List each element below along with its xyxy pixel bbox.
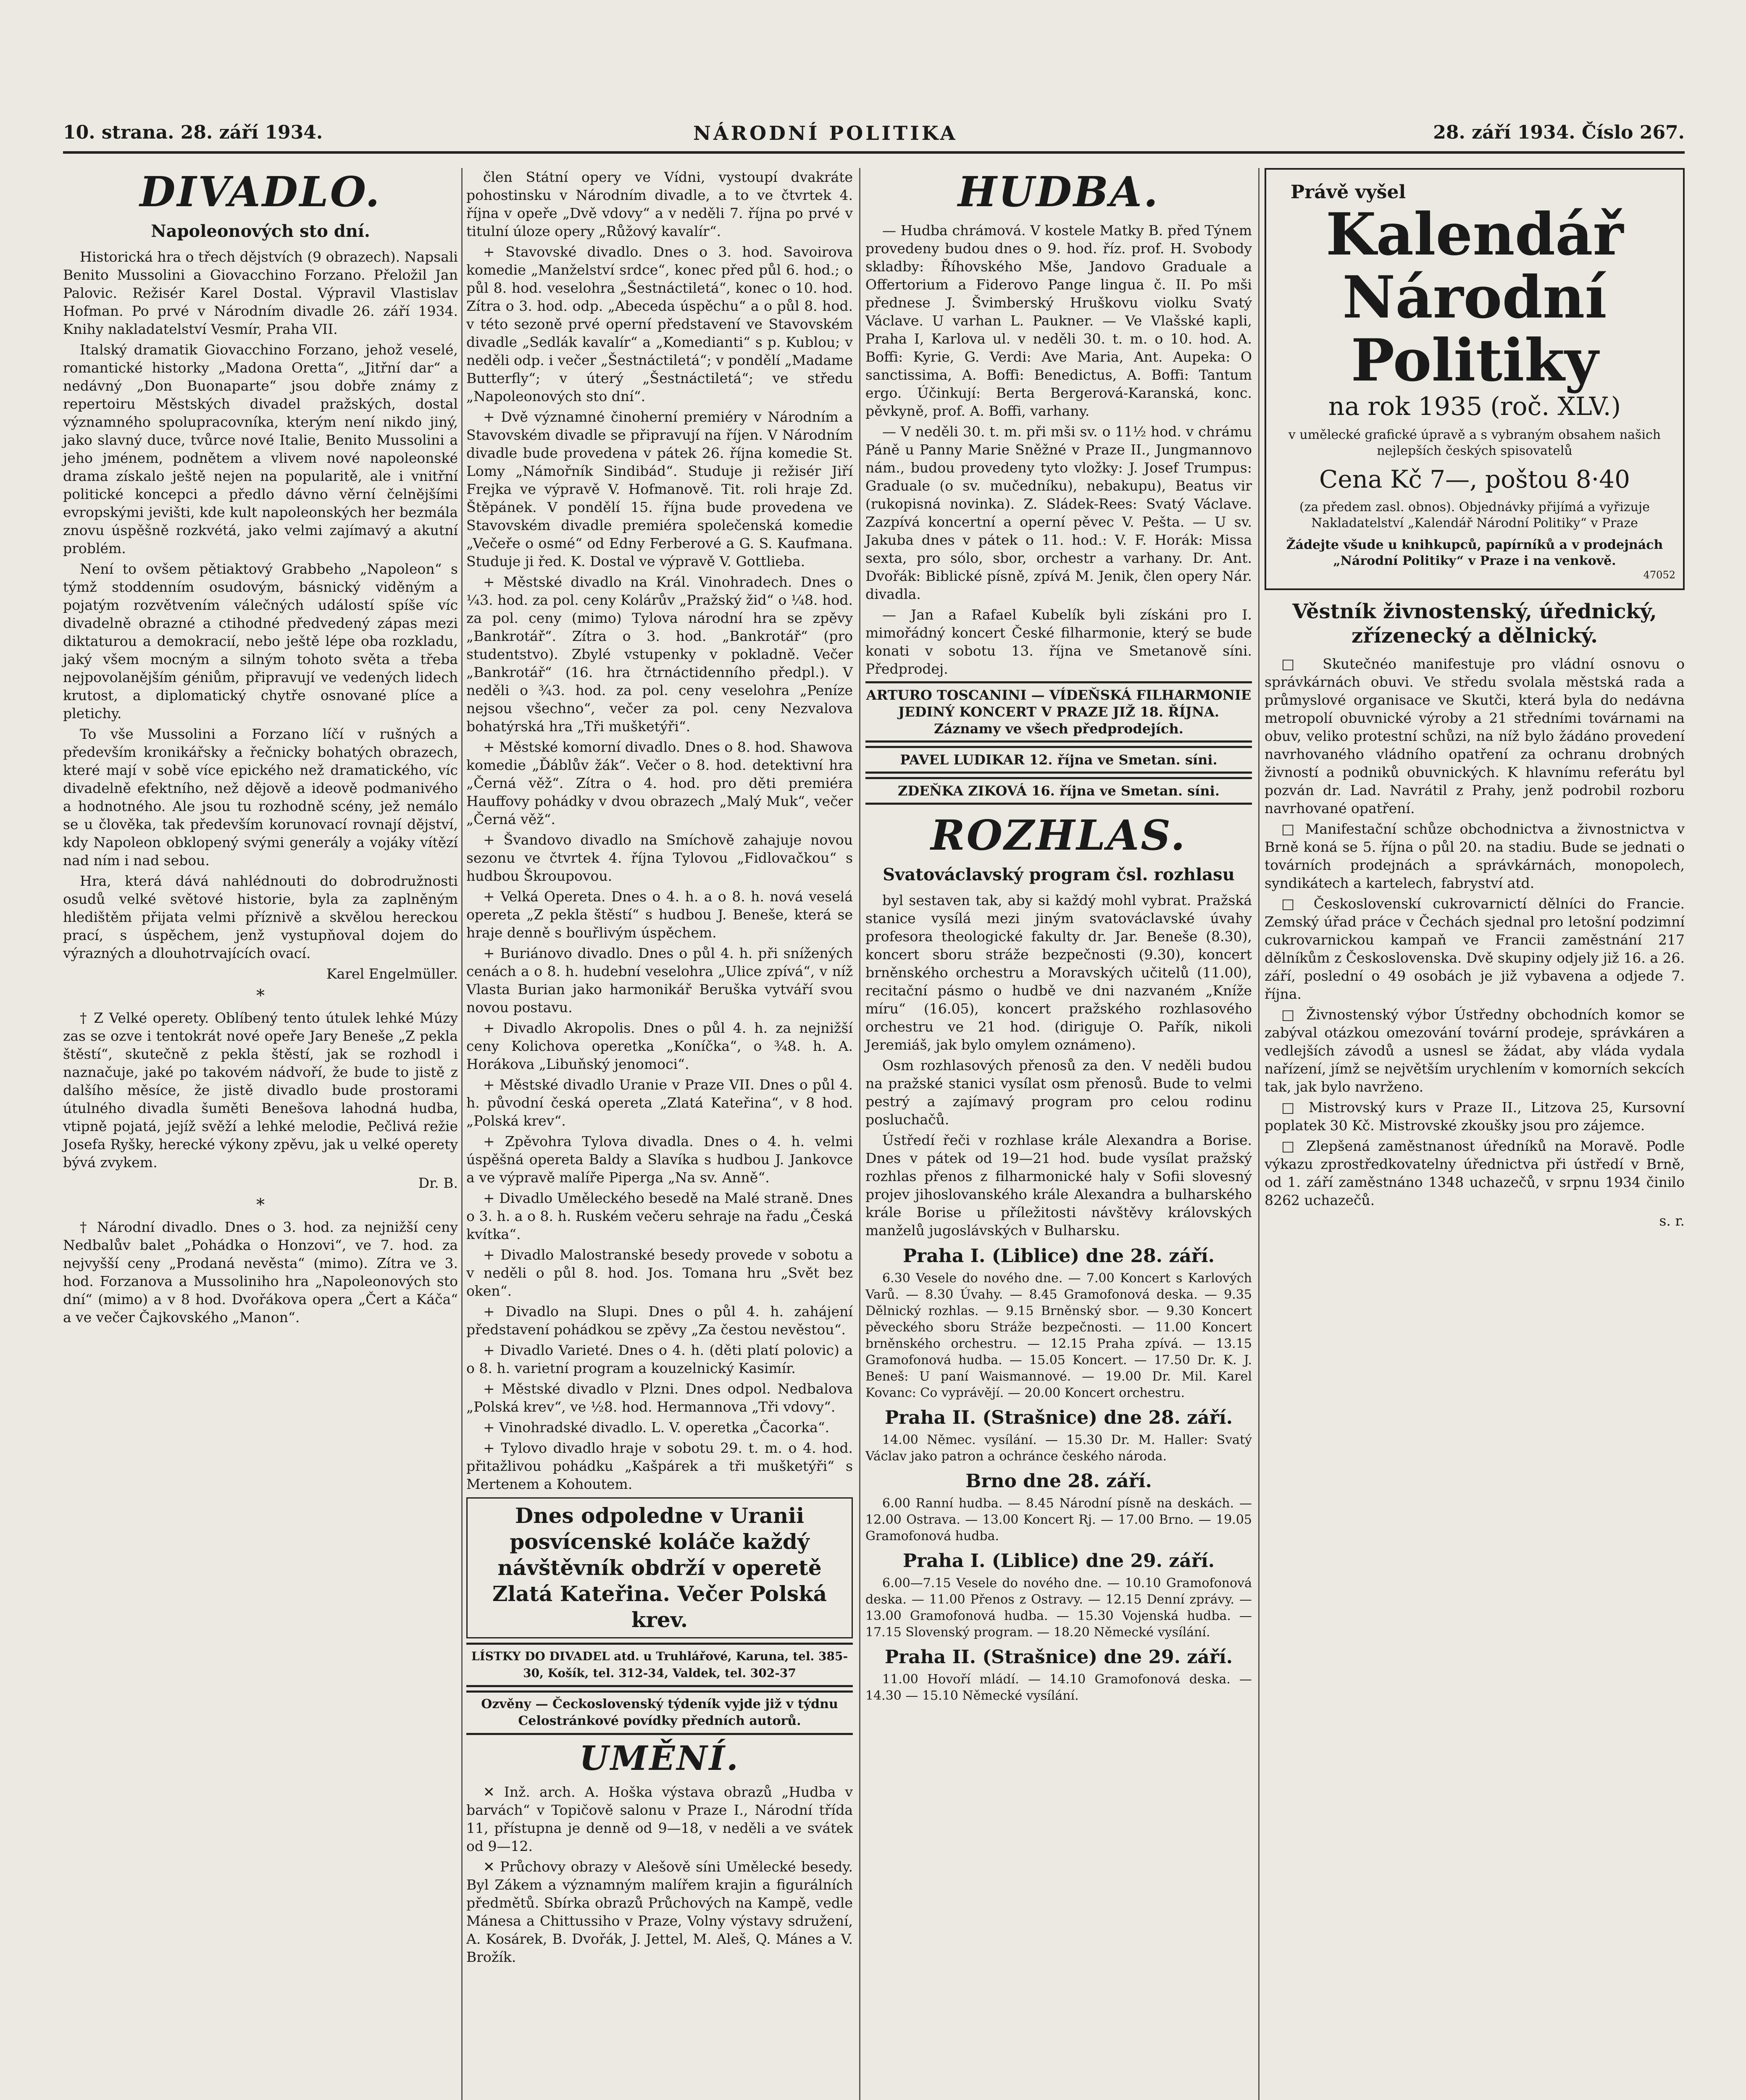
column-divider: [461, 168, 463, 2100]
article-paragraph: + Švandovo divadlo na Smíchově zahajuje novou sezonu ve čtvrtek 4. října Tylovou „Fidlovačkou“ s hudbou Škroupovou.: [466, 832, 853, 884]
article-paragraph: + Dvě významné činoherní premiéry v Národním a Stavovském divadle se připravují na říjen. V Národním divadle bude provedena v pátek 26. října komedie St. Lomy „Námořník Sindibád“. Studuje ji režisér Jiří Frejka ve výpravě V. Hofmanově. Tit. roli hraje Zd. Štěpánek. V pondělí 15. října bude provedena ve Stavovském divadle premiéra společenská komedie „Večeře o osmé“ od Edny Ferberové a G. S. Kaufmana. Studuje ji řed. K. Dostal ve výpravě V. Gottlieba.: [466, 409, 853, 570]
article-paragraph: ✕ Průchovy obrazy v Alešově síni Umělecké besedy. Byl Zákem a významným malířem krajin a figurálních předmětů. Sbírka obrazů Průchových na Kampě, vedle Mánesa a Chittussiho v Praze, Volny výstavy sdružení, A. Kosárek, B. Dvořák, J. Jettel, M. Aleš, Q. Mánes a V. Brožík.: [466, 1858, 853, 1965]
ad-price-note: (za předem zasl. obnos). Objednávky přijímá a vyřizuje Nakladatelství „Kalendář Národní Politiky“ v Praze: [1299, 500, 1650, 530]
article-paragraph: — V neděli 30. t. m. při mši sv. o 11½ hod. v chrámu Páně u Panny Marie Sněžné v Praze II., Jungmannovo nám., budou provedeny tyto vložky: J. Josef Trumpus: Graduale (o sv. mučedníku), nebakupu), Beatus vir (rukopisná novinka). Z. Sládek-Rees: Svatý Václave. Zazpívá koncertní a operní pěvec V. Pešta. — U sv. Jakuba dnes v pátek o 11. hod.: V. F. Horák: Missa sexta, pro sólo, sbor, orchestr a varhany. Dr. Ant. Dvořák: Biblické písně, zpívá M. Jenik, člen opery Nár. divadla.: [865, 423, 1252, 602]
header-right: 28. září 1934. Číslo 267.: [1433, 122, 1685, 143]
ad-note: Žádejte všude u knihkupců, papírníků a v prodejnách „Národní Politiky“ v Praze i na venkově.: [1286, 538, 1663, 568]
section-title-umeni: UMĚNÍ.: [579, 1738, 740, 1778]
header-masthead: NÁRODNÍ POLITIKA: [693, 122, 958, 144]
article-signature: Dr. B.: [418, 1175, 458, 1191]
ad-description: v umělecké grafické úpravě a s vybraným obsahem našich nejlepších českých spisovatelů: [1288, 428, 1661, 458]
article-paragraph: + Městské divadlo Uranie v Praze VII. Dnes o půl 4. h. původní česká opereta „Zlatá Kateřina“, v 8 hod. „Polská krev“.: [466, 1076, 853, 1129]
separator-star: *: [256, 1195, 265, 1215]
program-heading: Praha I. (Liblice) dne 28. září.: [902, 1245, 1215, 1267]
advertisement-kalendar: [1265, 168, 1685, 590]
article-paragraph: † Z Velké operety. Oblíbený tento útulek lehké Múzy zas se ozve i tentokrát nové opeře Jary Beneše „Z pekla štěstí“, skutečně z pekla štěstí, jak se rozhodl i naznačuje, jaké po takovém nádvoří, že bude to jistě z dalšího měsíce, že jistě divadlo bude prostorami útulného divadla šuměti Benešova lahodná hudba, vtipně pojatá, jejíž svěží a lehké melodie, Pečlivá režie Josefa Ryšky, herecké výkony zpěvu, jak u velké operety bývá zvykem.: [63, 1010, 458, 1171]
advertisement-uranie: Dnes odpoledne v Uranii posvícenské koláče každý návštěvník obdrží v operetě Zlatá Kateřina. Večer Polská krev.: [466, 1497, 853, 1638]
column-divider: [1258, 168, 1260, 2100]
article-paragraph: člen Státní opery ve Vídni, vystoupí dvakráte pohostinsku v Národním divadle, a to ve čtvrtek 4. října v opeře „Dvě vdovy“ a v neděli 7. října po prvé v titulní úloze opery „Růžový kavalír“.: [466, 169, 853, 239]
article-paragraph: + Tylovo divadlo hraje v sobotu 29. t. m. o 4. hod. přitažlivou pohádku „Kašpárek a tři mušketýři“ s Mertenem a Kohoutem.: [466, 1440, 853, 1492]
advertisement-listky: LÍSTKY DO DIVADEL atd. u Truhlářové, Karuna, tel. 385-30, Košík, tel. 312-34, Valdek, tel. 302-37: [466, 1643, 853, 1687]
section-title-vestnik: Věstník živnostenský, úřednický, zřízenecký a dělnický.: [1292, 600, 1657, 648]
column-hudba-rozhlas: [865, 168, 1252, 1706]
article-paragraph: + Velká Opereta. Dnes o 4. h. a o 8. h. nová veselá opereta „Z pekla štěstí“ s hudbou J. Beneše, která se hraje denně s bouřlivým úspěchem.: [466, 888, 853, 941]
article-paragraph: Ústředí řeči v rozhlase krále Alexandra a Borise. Dnes v pátek od 19—21 hod. bude vysílat pražský rozhlas přenos z filharmonické haly v Sofii slovesný projev jihoslovanského krále Alexandra a bulharského krále Borise u příležitosti návštěvy královských manželů jugoslávských v Bulharsku.: [865, 1132, 1252, 1239]
article-paragraph: □ Živnostenský výbor Ústředny obchodních komor se zabýval otázkou omezování tovární prodeje, správkáren a vedlejších závodů a usnesl se žádat, aby vláda vydala nařízení, jímž se největším urychlením v komorních sekcích tak, jak bylo navrženo.: [1265, 1006, 1685, 1095]
program-listing: 6.00—7.15 Vesele do nového dne. — 10.10 Gramofonová deska. — 11.00 Přenos z Ostravy. — 12.15 Denní zprávy. — 13.00 Gramofonová hudba. — 15.30 Vojenská hudba. — 17.15 Slovenský program. — 18.20 Německé vysílání.: [865, 1576, 1252, 1640]
article-paragraph: + Vinohradské divadlo. L. V. operetka „Čacorka“.: [483, 1419, 830, 1436]
concert-notice: PAVEL LUDIKAR 12. října ve Smetan. síni.: [865, 746, 1252, 774]
article-paragraph: + Buriánovo divadlo. Dnes o půl 4. h. při snížených cenách a o 8. h. hudební veselohra „Ulice zpívá“, v níž Vlasta Burian jako harmonikář Beruška vytváří svou novou postavu.: [466, 945, 853, 1016]
section-title-hudba: HUDBA.: [957, 168, 1160, 216]
article-paragraph: Italský dramatik Giovacchino Forzano, jehož veselé, romantické historky „Madona Oretta“, „Jitřní dar“ a nedávný „Don Buonaparte“ jsou dobře známy z repertoiru Městských divadel pražských, dostal významného spolupracovníka, kterým není nikdo jiný, jako slavný duce, tvůrce nové Italie, Benito Mussolini a jeho jménem, podnětem a vlivem nové napoleonské drama získalo ještě nejen na popularitě, ale i vnitřní politické koncepci a předlo dávno věrní čelnějšími evropskými jevišti, kde kult napoleonských her bezmála znovu úspěšně rozkvétá, jako velmi zajímavý a akutní problém.: [63, 341, 458, 556]
ad-title: Kalendář Národní Politiky: [1325, 200, 1624, 394]
article-paragraph: + Divadlo Malostranské besedy provede v sobotu a v neděli o půl 8. hod. Jos. Tomana hru „Svět bez oken“.: [466, 1247, 853, 1299]
ad-price: Cena Kč 7—, poštou 8·40: [1319, 465, 1630, 494]
article-paragraph: □ Československí cukrovarnictí dělníci do Francie. Zemský úřad práce v Čechách sjednal pro letošní podzimní cukrovarnickou kampaň ve Francii zaměstnání 217 dělníkům z Československa. Dvě skupiny odjely již 16. a 26. září, poslední o 49 osobách je již vybavena a odjede 7. října.: [1265, 895, 1685, 1002]
article-paragraph: + Divadlo Varieté. Dnes o 4. h. (děti platí polovic) a o 8. h. varietní program a kouzelnický Kasimír.: [466, 1342, 853, 1376]
header-left: 10. strana. 28. září 1934.: [63, 122, 323, 143]
article-signature: s. r.: [1659, 1213, 1685, 1229]
program-listing: 6.30 Vesele do nového dne. — 7.00 Koncert s Karlových Varů. — 8.30 Úvahy. — 8.45 Gramofonová deska. — 9.35 Dělnický rozhlas. — 9.15 Brněnský sbor. — 9.30 Koncert pěveckého sboru Stráže bezpečnosti. — 11.00 Koncert brněnského orchestru. — 12.15 Praha zpívá. — 13.15 Gramofonová hudba. — 15.05 Koncert. — 17.50 Dr. K. J. Beneš: U paní Waismannové. — 19.00 Dr. Mil. Karel Kovanc: Co vyprávějí. — 20.00 Koncert orchestru.: [865, 1271, 1252, 1400]
advertisement-ozveny: Ozvěny — Čeckoslovenský týdeník vyjde již v týdnu Celostránkové povídky předních autorů.: [466, 1690, 853, 1735]
concert-notice: ARTURO TOSCANINI — VÍDEŇSKÁ FILHARMONIE JEDINÝ KONCERT V PRAZE JIŽ 18. ŘÍJNA. Záznamy ve všech předprodejích.: [865, 681, 1252, 743]
ad-id: 47052: [1643, 569, 1675, 581]
article-paragraph: □ Skutečnéo manifestuje pro vládní osnovu o správkárnách obuvi. Ve středu svolala městská rada a průmyslové organisace ve Skutči, která byla do nedávna metropolí obuvnické výroby a 21 středními továrnami na obuv, veliko protestní schůzi, na níž bylo žádáno provedení navrhovaného vládního opatření za ochranu drobných živností a podniků obuvnických. K hlavnímu referátu byl pozván dr. Lad. Navrátil z Prahy, jenž podrobil rozboru navrhované opatření.: [1265, 656, 1685, 816]
column-divider: [859, 168, 860, 2100]
article-paragraph: Osm rozhlasových přenosů za den. V neděli budou na pražské stanici vysílat osm přenosů. Bude to velmi pestrý a zajímavý program pro celou rodinu posluchačů.: [865, 1057, 1252, 1128]
program-listing: 6.00 Ranní hudba. — 8.45 Národní písně na deskách. — 12.00 Ostrava. — 13.00 Koncert Rj. — 17.00 Brno. — 19.05 Gramofonová hudba.: [865, 1496, 1252, 1544]
article-title: Napoleonových sto dní.: [151, 221, 370, 241]
page-header: [63, 122, 1685, 147]
article-paragraph: — Jan a Rafael Kubelík byli získáni pro I. mimořádný koncert České filharmonie, který se bude konati v sobotu 13. října ve Smetanově síni. Předprodej.: [865, 606, 1252, 677]
article-paragraph: □ Mistrovský kurs v Praze II., Litzova 25, Kursovní poplatek 30 Kč. Mistrovské zkoušky jsou pro zájemce.: [1265, 1099, 1685, 1134]
article-paragraph: + Divadlo na Slupi. Dnes o půl 4. h. zahájení představení pohádkou se zpěvy „Za čestou nevěstou“.: [466, 1303, 853, 1338]
article-paragraph: Není to ovšem pětiaktový Grabbeho „Napoleon“ s týmž stoddenním osudovým, básnický viděným a pojatým rozvětvením válečných událostí spíše víc divadelně obrazné a ctihodné předvedený zápas mezi diktaturou a demokracií, nebo ještě lépe oba rozkladu, jaký všem mocným a silným tohoto světa a třeba nejpovolanějším géniům, připravují ve vedených lidech krutost, a diplomatický chytře osnované plíce a pletichy.: [63, 561, 458, 722]
program-heading: Praha II. (Strašnice) dne 29. září.: [884, 1646, 1233, 1668]
article-paragraph: ✕ Inž. arch. A. Hoška výstava obrazů „Hudba v barvách“ v Topičově salonu v Praze I., Národní třída 11, přístupna je denně od 9—18, v neděli a ve svátek od 9—12.: [466, 1784, 853, 1854]
article-paragraph: + Divadlo Akropolis. Dnes o půl 4. h. za nejnižší ceny Kolichova operetka „Koníčka“, o ¾8. h. A. Horákova „Libuňský jenomoci“.: [466, 1020, 853, 1072]
article-paragraph: + Městské komorní divadlo. Dnes o 8. hod. Shawova komedie „Ďáblův žák“. Večer o 8. hod. detektivní hra „Černá věž“. Zítra o 4. hod. pro děti premiéra Hauffovy pohádky v dvou obrazech „Malý Muk“, večer „Černá věž“.: [466, 739, 853, 827]
concert-notice: ZDEŇKA ZIKOVÁ 16. října ve Smetan. síni.: [865, 777, 1252, 805]
article-paragraph: + Městské divadlo v Plzni. Dnes odpol. Nedbalova „Polská krev“, ve ½8. hod. Hermannova „Tři vdovy“.: [466, 1381, 853, 1415]
section-title-rozhlas: ROZHLAS.: [931, 811, 1187, 860]
section-title-divadlo: DIVADLO.: [139, 168, 381, 216]
program-listing: 14.00 Němec. vysílání. — 15.30 Dr. M. Haller: Svatý Václav jako patron a ochránce českého národa.: [865, 1433, 1252, 1464]
header-rule: [63, 151, 1685, 154]
program-listing: 11.00 Hovoří mládí. — 14.10 Gramofonová deska. — 14.30 — 15.10 Německé vysílání.: [865, 1672, 1252, 1703]
separator-star: *: [256, 986, 265, 1005]
article-paragraph: □ Zlepšená zaměstnanost úředníků na Moravě. Podle výkazu zprostředkovatelny úřednictva při ústředí v Brně, od 1. září zaměstnáno 1348 uchazečů, v srpnu 1934 činilo 8262 uchazečů.: [1265, 1138, 1685, 1208]
program-heading: Praha II. (Strašnice) dne 28. září.: [884, 1407, 1233, 1428]
ad-year: na rok 1935 (roč. XLV.): [1328, 392, 1621, 421]
article-paragraph: + Městské divadlo na Král. Vinohradech. Dnes o ¼3. hod. za pol. ceny Kolárův „Pražský žid“ o ¼8. hod. za pol. ceny (mimo) Tylova národní hra se zpěvy „Bankrotář“. Zítra o 3. hod. „Bankrotář“ (pro studentstvo). Zbylé vstupenky v pokladně. Večer „Bankrotář“ (16. hra čtrnáctidenního předpl.). V neděli o ¾3. hod. za pol. ceny veselohra „Peníze nejsou všechno“, večer za pol. ceny Nezvalova bohatýrská hra „Tři mušketýři“.: [466, 574, 853, 735]
column-divadlo: [63, 168, 458, 1329]
program-heading: Brno dne 28. září.: [965, 1470, 1152, 1492]
article-paragraph: □ Manifestační schůze obchodnictva a živnostnictva v Brně koná se 5. října o půl 20. na stadiu. Bude se jednati o továrních prodejnách a správkárnách, monopolech, syndikátech a kartelech, fabryství atd.: [1265, 821, 1685, 891]
article-paragraph: + Stavovské divadlo. Dnes o 3. hod. Savoirova komedie „Manželství srdce“, konec před půl 6. hod.; o půl 8. hod. veselohra „Šestnáctiletá“, konec o 10. hod. Zítra o 3. hod. odp. „Abeceda úspěchu“ a o půl 8. hod. v této sezoně prvé operní představení ve Stavovském divadle „Sedlák kavalír“ a „Komedianti“ s p. Kublou; v neděli odp. i večer „Šestnáctiletá“; v pondělí „Madame Butterfly“; v úterý „Šestnáctiletá“; ve středu „Napoleonových sto dní“.: [466, 244, 853, 404]
article-paragraph: + Zpěvohra Tylova divadla. Dnes o 4. h. velmi úspěšná opereta Baldy a Slavíka s hudbou J. Jankovce a ve výpravě malíře Piperga „Na sv. Anně“.: [466, 1133, 853, 1186]
article-title: Svatováclavský program čsl. rozhlasu: [883, 865, 1235, 885]
article-paragraph: — Hudba chrámová. V kostele Matky B. před Týnem provedeny budou dnes o 9. hod. říz. prof. H. Svobody skladby: Říhovského Mše, Jandovo Graduale a Offertorium a Fiderovo Pange lingua č. II. Po mši přednese J. Švimberský Hruškovu violku Svatý Václave. U varhan L. Paukner. — Ve Vlašské kapli, Praha I, Karlova ul. v neděli 30. t. m. o 10. hod. A. Boffi: Kyrie, G. Verdi: Ave Maria, Ant. Aupeka: O sanctissima, A. Boffi: Benedictus, A. Boffi: Tantum ergo. Účinkují: Berta Bergerová-Karanská, konc. pěvkyně, prof. A. Boffi, varhany.: [865, 222, 1252, 419]
article-paragraph: Historická hra o třech dějstvích (9 obrazech). Napsali Benito Mussolini a Giovacchino Forzano. Přeložil Jan Palovic. Režisér Karel Dostal. Výpravil Vlastislav Hofman. Po prvé v Národním divadle 26. září 1934. Knihy nakladatelství Vesmír, Praha VII.: [63, 249, 458, 337]
article-paragraph: † Národní divadlo. Dnes o 3. hod. za nejnižší ceny Nedbalův balet „Pohádka o Honzovi“, ve 7. hod. za nejvyšší ceny „Prodaná nevěsta“ (mimo). Zítra ve 3. hod. Forzanova a Mussoliniho hra „Napoleonových sto dní“ (mimo) a v 8 hod. Dvořákova opera „Čert a Káča“ a ve večer Čajkovského „Manon“.: [63, 1219, 458, 1326]
article-paragraph: byl sestaven tak, aby si každý mohl vybrat. Pražská stanice vysílá mezi jiným svatováclavské úvahy profesora theologické fakulty dr. Jar. Beneše (8.30), koncert sboru stráže bezpečnosti (9.30), koncert brněnského orchestru a Moravských učitelů (11.00), recitační pásmo o hudbě ve dni nazvaném „Kníže míru“ (16.05), koncert pražského rozhlasového orchestru ve 21 hod. (diriguje O. Pařík, nikoli Jeremiáš, jak bylo omylem oznámeno).: [865, 892, 1252, 1053]
article-paragraph: To vše Mussolini a Forzano líčí v rušných a především kronikářsky a řečnicky bohatých obrazech, které mají v sobě více epického než dramatického, víc divadelně efektního, než dějově a ideově podmanivého a hodnotného. Ale jsou tu rozhodně scény, jež nemálo se u člověka, tak především korunovací rovnají dějství, kdy Napoleon obklopený svými generály a vojáky vítězí nad ním i nad sebou.: [63, 726, 458, 869]
ad-pretitle: Právě vyšel: [1291, 181, 1406, 203]
program-heading: Praha I. (Liblice) dne 29. září.: [902, 1550, 1215, 1572]
article-paragraph: + Divadlo Uměleckého besedě na Malé straně. Dnes o 3. h. a o 8. h. Ruském večeru sehraje na řadu „Česká kvítka“.: [466, 1190, 853, 1242]
column-theatre-notes: [466, 168, 853, 1969]
column-kalendar-vestnik: [1265, 168, 1685, 1232]
article-paragraph: Hra, která dává nahlédnouti do dobrodružnosti osudů velké světové historie, byla za zaplněným hledištěm přijata velmi příznivě a skvělou hereckou prací, s úspěchem, jenž vystupňoval dojem do výrazných a dlouhotrvajících ovací.: [63, 873, 458, 961]
article-signature: Karel Engelmüller.: [326, 966, 458, 982]
